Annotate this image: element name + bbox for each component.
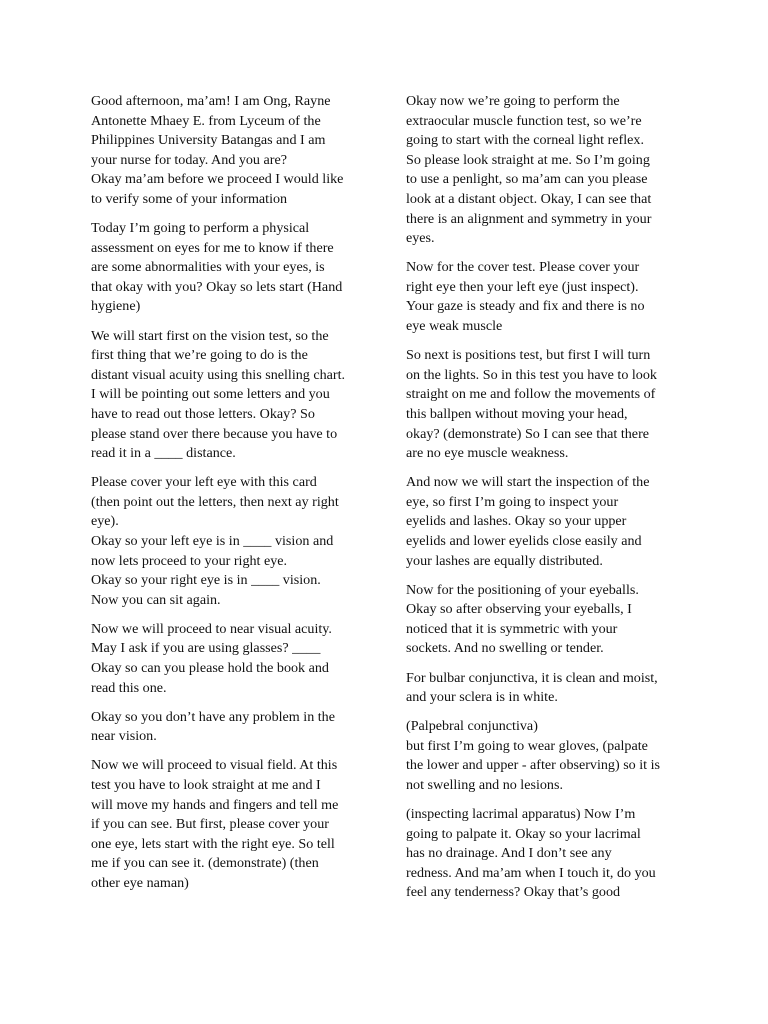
- paragraph: For bulbar conjunctiva, it is clean and moist, and your sclera is in white.: [406, 669, 658, 706]
- paragraph: And now we will start the inspection of the eye, so first I’m going to inspect your eyelids and lashes. Okay so your upper eyelids and lower eyelids close easily and your lashes are equally distributed.: [406, 474, 650, 569]
- paragraph: Okay so you don’t have any problem in the near vision.: [91, 708, 335, 745]
- paragraph: Now for the positioning of your eyeballs. Okay so after observing your eyeballs, I noticed that it is symmetric with your sockets. And no swelling or tender.: [406, 581, 639, 657]
- paragraph: So next is positions test, but first I will turn on the lights. So in this test you have to look straight on me and follow the movements of this ballpen without moving your head, okay? (demonstrate) So I can see that there are no eye muscle weakness.: [406, 347, 657, 462]
- paragraph: Now we will proceed to visual field. At this test you have to look straight at me and I will move my hands and fingers and tell me if you can see. But first, please cover your one eye, lets start with the right eye. So tell me if you can see it. (demonstrate) (then other eye naman): [91, 757, 339, 891]
- paragraph: Now we will proceed to near visual acuity. May I ask if you are using glasses? ____ Okay so can you please hold the book and read this one.: [91, 620, 332, 696]
- paragraph: Today I’m going to perform a physical assessment on eyes for me to know if there are some abnormalities with your eyes, is that okay with you? Okay so lets start (Hand hygiene): [91, 220, 343, 315]
- paragraph: (Palpebral conjunctiva) but first I’m going to wear gloves, (palpate the lower and upper - after observing) so it is not swelling and no lesions.: [406, 718, 661, 793]
- right-column: [406, 92, 686, 913]
- paragraph: (inspecting lacrimal apparatus) Now I’m going to palpate it. Okay so your lacrimal has no drainage. And I don’t see any redness. And ma’am when I touch it, do you feel any tenderness? Okay that’s good: [406, 806, 656, 901]
- paragraph: Okay now we’re going to perform the extraocular muscle function test, so we’re going to start with the corneal light reflex. So please look straight at me. So I’m going to use a penlight, so ma’am can you please look at a distant object. Okay, I can see that there is an alignment and symmetry in your eyes.: [406, 93, 652, 247]
- paragraph: We will start first on the vision test, so the first thing that we’re going to do is the distant visual acuity using this snelling chart. I will be pointing out some letters and you have to read out those letters. Okay? So please stand over there because you have to read it in a ____ distance.: [91, 327, 346, 462]
- left-column: [91, 92, 371, 903]
- paragraph: Please cover your left eye with this card (then point out the letters, then next ay right eye). Okay so your left eye is in ____ vision and now lets proceed to your right eye. Okay so your right eye is in ____ vision. Now you can sit again.: [91, 474, 339, 608]
- paragraph: Now for the cover test. Please cover your right eye then your left eye (just inspect). Your gaze is steady and fix and there is no eye weak muscle: [406, 259, 645, 335]
- paragraph: Good afternoon, ma’am! I am Ong, Rayne Antonette Mhaey E. from Lyceum of the Philippines University Batangas and I am your nurse for today. And you are? Okay ma’am before we proceed I would like to verify some of your information: [91, 93, 344, 207]
